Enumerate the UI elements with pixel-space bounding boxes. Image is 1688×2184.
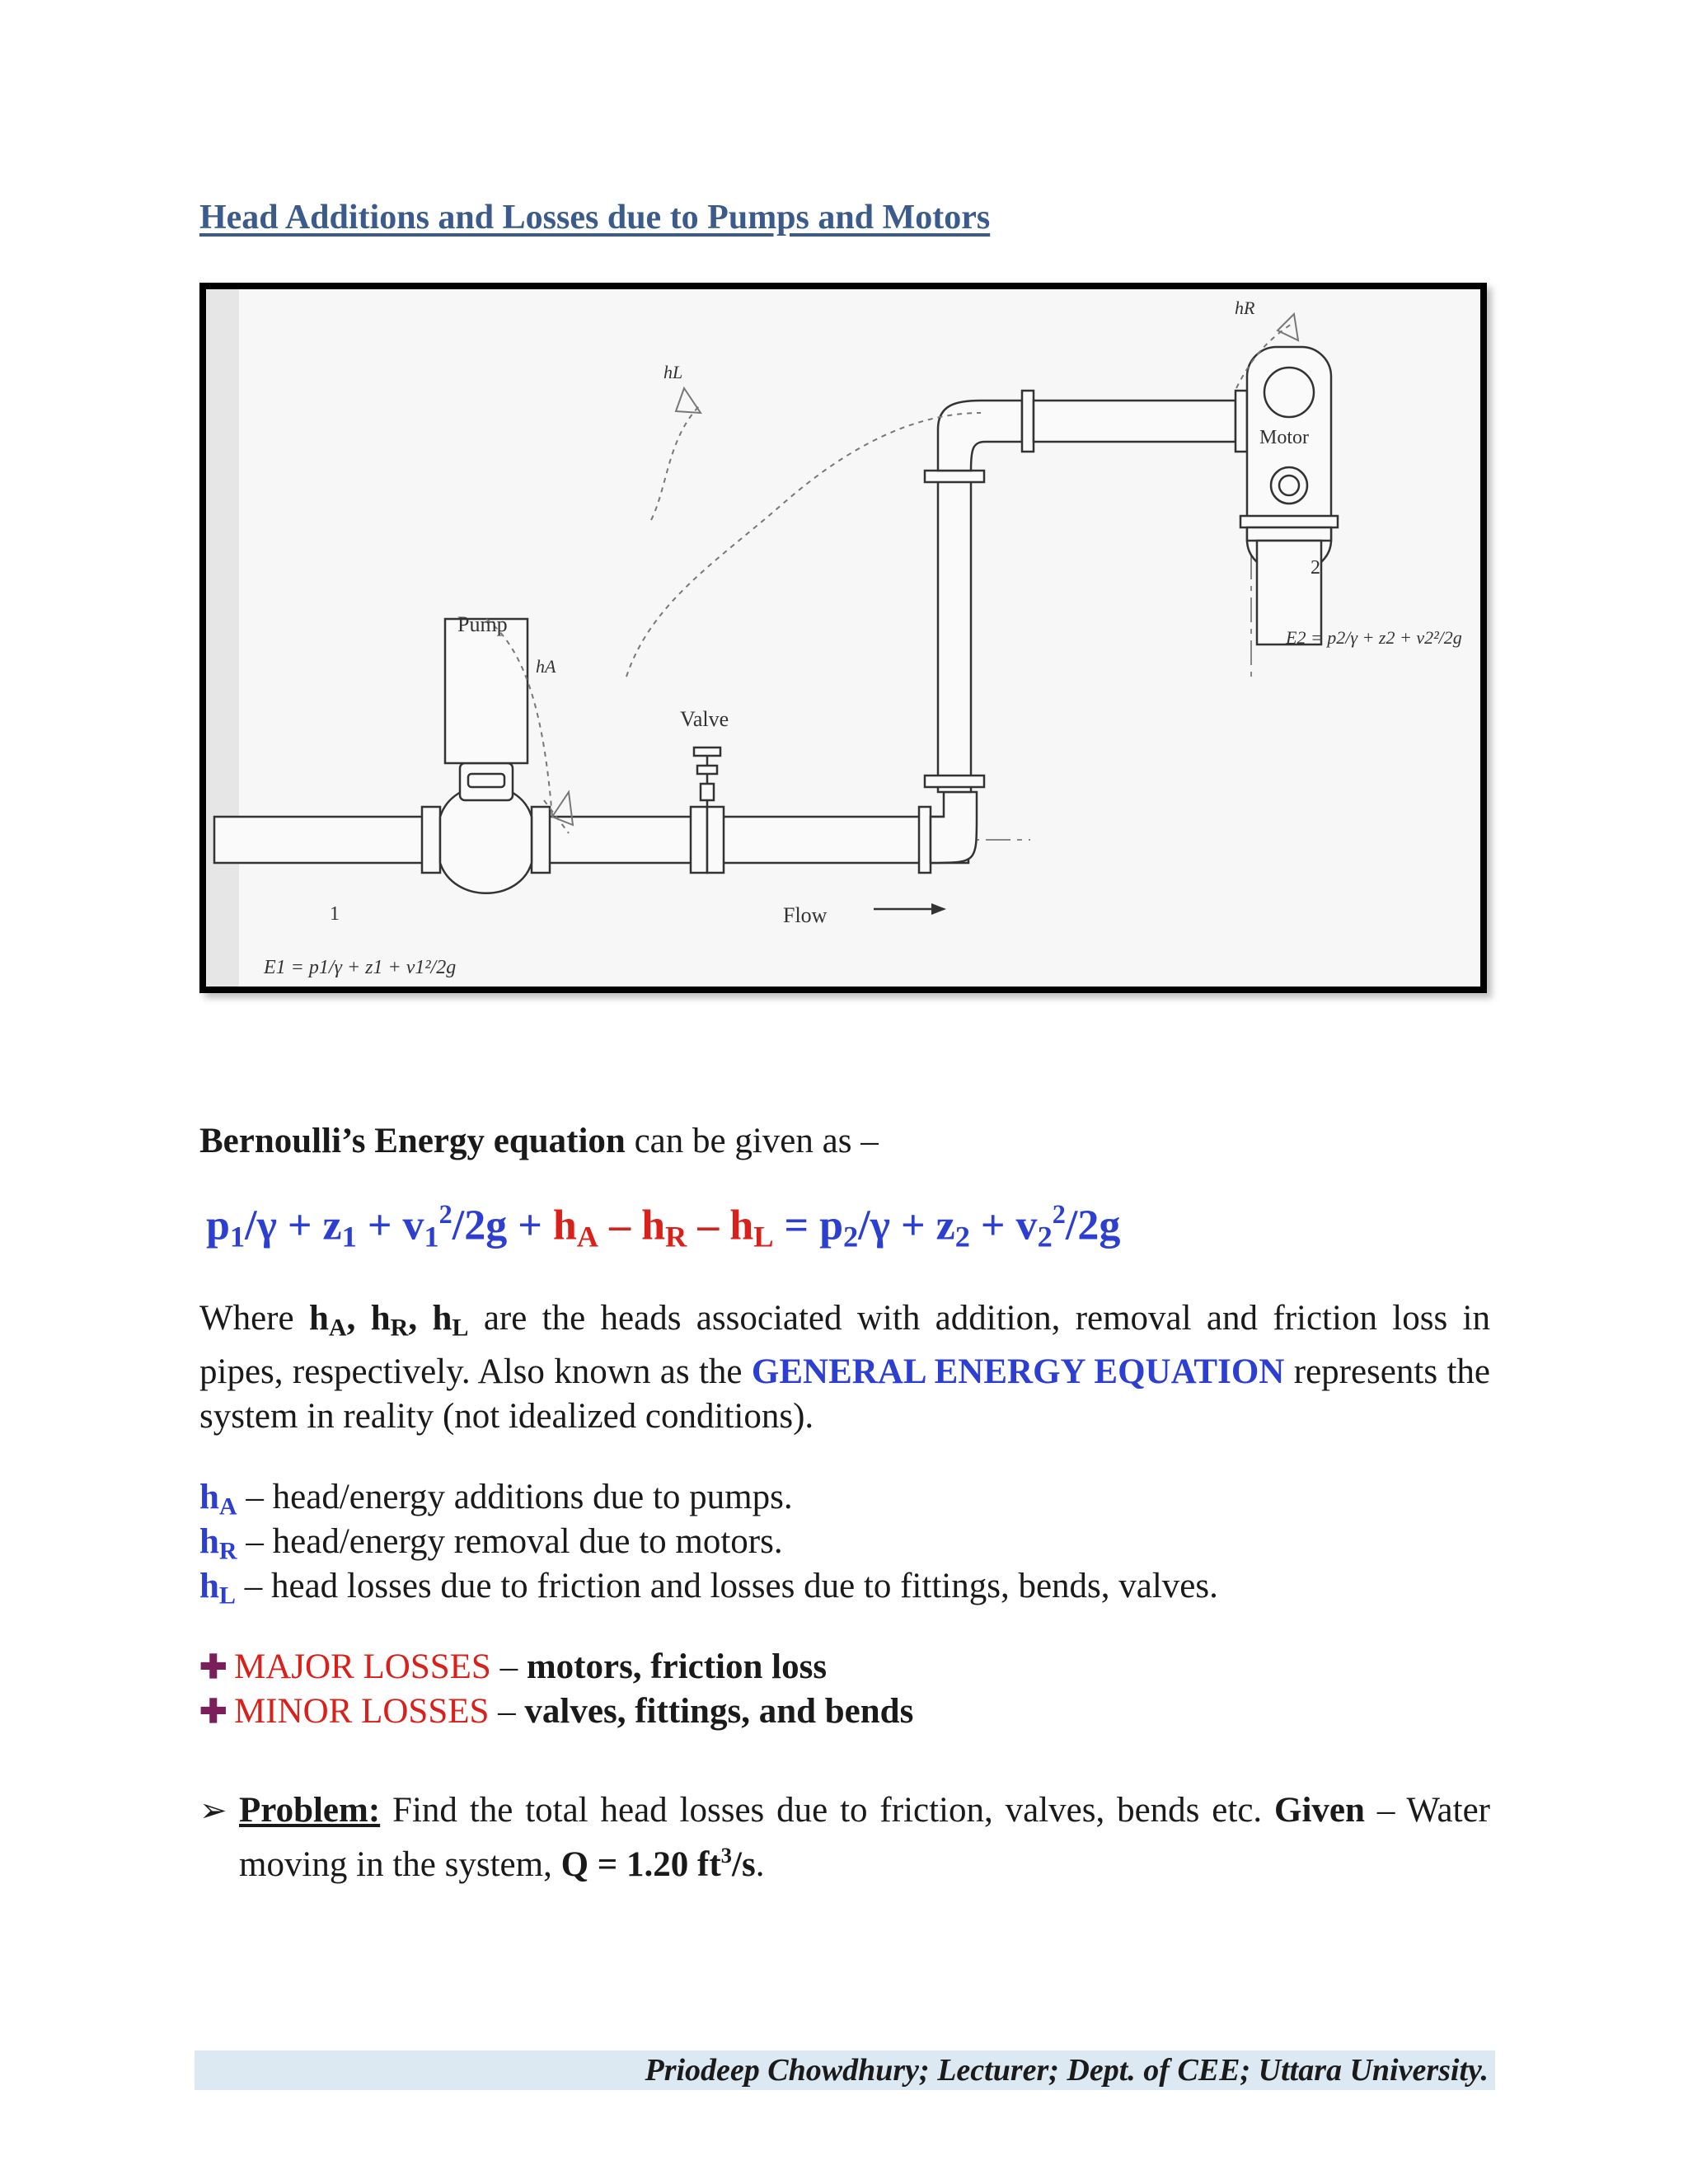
eq-part: 1 bbox=[424, 1220, 439, 1254]
eq-part: + v bbox=[356, 1202, 424, 1249]
pump-label: Pump bbox=[457, 612, 508, 636]
e1-equation: E1 = p1/γ + z1 + v1²/2g bbox=[264, 957, 457, 978]
intro-bold: Bernoulli’s Energy equation bbox=[199, 1122, 626, 1160]
where-sep: , bbox=[408, 1299, 433, 1338]
definition-item bbox=[199, 1520, 1490, 1564]
loss-text: valves, fittings, and bends bbox=[524, 1692, 914, 1731]
arrow-bullet-icon: ➢ bbox=[199, 1792, 227, 1829]
problem-q-tail: /s bbox=[732, 1844, 756, 1884]
where-ha-sub: A bbox=[328, 1313, 347, 1342]
valve-label: Valve bbox=[680, 707, 729, 731]
problem-part: – Water moving in the system, bbox=[239, 1791, 1490, 1884]
definition-item bbox=[199, 1564, 1490, 1609]
station-2-label: 2 bbox=[1311, 557, 1320, 579]
loss-label: MINOR LOSSES bbox=[234, 1692, 490, 1731]
where-hr: h bbox=[370, 1299, 391, 1338]
pipe-system-diagram bbox=[206, 289, 1480, 987]
definition-text: – head losses due to friction and losses due to fittings, bends, valves. bbox=[236, 1567, 1218, 1605]
definition-text: – head/energy removal due to motors. bbox=[237, 1522, 783, 1561]
intro-rest: can be given as – bbox=[625, 1122, 879, 1160]
definition-item bbox=[199, 1475, 1490, 1520]
definition-symbol-sub: L bbox=[218, 1581, 236, 1610]
station-1-label: 1 bbox=[330, 903, 340, 925]
eq-hl: h bbox=[729, 1202, 754, 1249]
loss-label: MAJOR LOSSES bbox=[234, 1647, 491, 1686]
minor-losses-item bbox=[199, 1691, 913, 1732]
ha-label: hA bbox=[536, 656, 556, 677]
where-text: are the heads associated with addition, removal and friction loss in pipes, respectively. Also known as the bbox=[199, 1299, 1491, 1391]
eq-hr-sub: R bbox=[664, 1220, 687, 1254]
eq-part: 1 bbox=[229, 1220, 246, 1254]
where-hl-sub: L bbox=[452, 1313, 469, 1342]
eq-part: p bbox=[206, 1202, 230, 1249]
eq-part: – bbox=[598, 1202, 642, 1249]
hr-label: hR bbox=[1235, 298, 1255, 318]
problem-label: Problem: bbox=[239, 1791, 381, 1830]
definitions-list bbox=[199, 1475, 1490, 1609]
eq-part: /2g bbox=[1065, 1202, 1121, 1249]
definition-symbol: h bbox=[199, 1478, 219, 1516]
eq-ha-sub: A bbox=[576, 1220, 599, 1254]
e2-equation: E2 = p2/γ + z2 + v2²/2g bbox=[1286, 627, 1462, 648]
where-text: represents the system in reality (not idealized conditions). bbox=[199, 1352, 1490, 1436]
loss-dash: – bbox=[490, 1647, 527, 1686]
where-hr-sub: R bbox=[390, 1313, 409, 1342]
eq-part: /γ + z bbox=[858, 1202, 955, 1249]
where-sep: , bbox=[346, 1299, 371, 1338]
eq-part: 2 bbox=[954, 1220, 970, 1254]
definition-symbol-sub: A bbox=[218, 1492, 237, 1521]
flow-label: Flow bbox=[783, 903, 828, 927]
eq-part: = p bbox=[773, 1202, 844, 1249]
where-ha: h bbox=[308, 1299, 329, 1338]
eq-part: 2 bbox=[1037, 1220, 1053, 1254]
problem-text bbox=[239, 1788, 1490, 1887]
problem-q: Q = 1.20 ft bbox=[560, 1844, 721, 1884]
eq-ha: h bbox=[552, 1202, 577, 1249]
intro-paragraph bbox=[199, 1119, 1490, 1164]
major-losses-item bbox=[199, 1647, 827, 1687]
general-energy-equation bbox=[206, 1199, 1120, 1254]
where-hl: h bbox=[432, 1299, 452, 1338]
eq-part: /γ + z bbox=[245, 1202, 342, 1249]
problem-statement bbox=[199, 1788, 1490, 1887]
pipe-system-figure bbox=[199, 283, 1487, 993]
eq-hr: h bbox=[641, 1202, 665, 1249]
eq-part: 1 bbox=[341, 1220, 357, 1254]
definition-symbol: h bbox=[199, 1567, 219, 1605]
hl-label: hL bbox=[663, 362, 683, 382]
eq-part: /2g + bbox=[452, 1202, 553, 1249]
eq-part: + v bbox=[969, 1202, 1038, 1249]
page-title: Head Additions and Losses due to Pumps and Motors bbox=[199, 199, 991, 237]
where-text: Where bbox=[199, 1299, 309, 1338]
eq-part: 2 bbox=[843, 1220, 859, 1254]
problem-q-sup: 3 bbox=[720, 1843, 732, 1868]
general-energy-equation-highlight: GENERAL ENERGY EQUATION bbox=[751, 1352, 1285, 1391]
page-footer: Priodeep Chowdhury; Lecturer; Dept. of CEE; Uttara University. bbox=[195, 2050, 1495, 2090]
problem-part: . bbox=[755, 1844, 765, 1884]
loss-text: motors, friction loss bbox=[526, 1647, 828, 1686]
loss-dash: – bbox=[489, 1692, 525, 1731]
problem-part: Find the total head losses due to friction, valves, bends etc. bbox=[380, 1791, 1275, 1830]
definition-text: – head/energy additions due to pumps. bbox=[237, 1478, 793, 1516]
definition-symbol: h bbox=[199, 1522, 219, 1561]
eq-part: – bbox=[687, 1202, 730, 1249]
definition-symbol-sub: R bbox=[218, 1536, 237, 1565]
eq-hl-sub: L bbox=[753, 1220, 774, 1254]
motor-label: Motor bbox=[1259, 427, 1309, 448]
where-paragraph bbox=[199, 1296, 1490, 1439]
problem-given: Given bbox=[1274, 1791, 1365, 1830]
plus-bullet-icon: ✚ bbox=[199, 1648, 227, 1685]
plus-bullet-icon: ✚ bbox=[199, 1693, 227, 1730]
eq-part: 2 bbox=[1052, 1199, 1066, 1229]
eq-part: 2 bbox=[438, 1199, 452, 1229]
